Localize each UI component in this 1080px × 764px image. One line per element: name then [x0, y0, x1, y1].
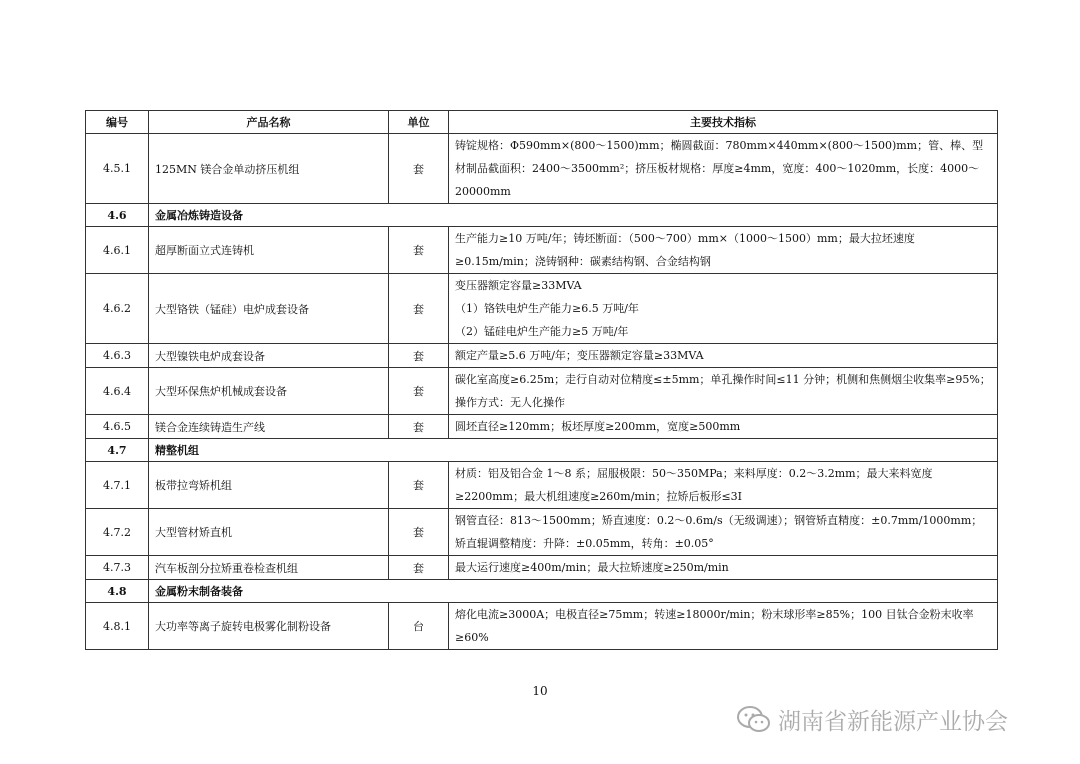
row-spec: 碳化室高度≥6.25m；走行自动对位精度≤±5mm；单孔操作时间≤11 分钟；机侧和焦侧烟尘收集率≥95%；操作方式：无人化操作: [449, 368, 998, 415]
section-row: [86, 204, 998, 227]
row-code: 4.8.1: [86, 603, 149, 650]
row-name: 125MN 镁合金单动挤压机组: [149, 134, 389, 204]
table-row: [86, 368, 998, 415]
row-spec: 最大运行速度≥400m/min；最大拉矫速度≥250m/min: [449, 556, 998, 580]
row-name: 板带拉弯矫机组: [149, 462, 389, 509]
table-row: [86, 462, 998, 509]
row-unit: 套: [389, 134, 449, 204]
row-spec: 额定产量≥5.6 万吨/年；变压器额定容量≥33MVA: [449, 344, 998, 368]
row-unit: 套: [389, 274, 449, 344]
header-spec: 主要技术指标: [449, 111, 998, 134]
table-row: [86, 227, 998, 274]
row-code: 4.6.1: [86, 227, 149, 274]
row-unit: 套: [389, 344, 449, 368]
row-spec: 材质：铝及铝合金 1～8 系；屈服极限：50～350MPa；来料厚度：0.2～3.2mm；最大来料宽度≥2200mm；最大机组速度≥260m/min；拉矫后板形≤3I: [449, 462, 998, 509]
spec-line: （1）铬铁电炉生产能力≥6.5 万吨/年: [455, 302, 639, 315]
row-unit: 台: [389, 603, 449, 650]
row-unit: 套: [389, 227, 449, 274]
table-header-row: [86, 111, 998, 134]
section-row: [86, 439, 998, 462]
row-spec: 圆坯直径≥120mm；板坯厚度≥200mm，宽度≥500mm: [449, 415, 998, 439]
row-unit: 套: [389, 509, 449, 556]
row-code: 4.6.4: [86, 368, 149, 415]
wechat-icon: [736, 705, 772, 735]
section-code: 4.7: [86, 439, 149, 462]
row-spec: 生产能力≥10 万吨/年；铸坯断面：（500～700）mm×（1000～1500）mm；最大拉坯速度≥0.15m/min；浇铸钢种：碳素结构钢、合金结构钢: [449, 227, 998, 274]
row-name: 汽车板剖分拉矫重卷检查机组: [149, 556, 389, 580]
table-row: [86, 603, 998, 650]
row-code: 4.6.5: [86, 415, 149, 439]
row-code: 4.7.2: [86, 509, 149, 556]
table-row: [86, 134, 998, 204]
spec-line: 变压器额定容量≥33MVA: [455, 279, 582, 292]
table-row: [86, 509, 998, 556]
row-name: 大功率等离子旋转电极雾化制粉设备: [149, 603, 389, 650]
row-code: 4.7.1: [86, 462, 149, 509]
section-title: 金属粉末制备装备: [149, 580, 998, 603]
header-unit: 单位: [389, 111, 449, 134]
row-spec: 钢管直径：813～1500mm；矫直速度：0.2～0.6m/s（无级调速）；钢管矫直精度：±0.7mm/1000mm；矫直辊调整精度：升降：±0.05mm，转角：±0.05°: [449, 509, 998, 556]
row-unit: 套: [389, 415, 449, 439]
row-name: 大型铬铁（锰硅）电炉成套设备: [149, 274, 389, 344]
header-name: 产品名称: [149, 111, 389, 134]
row-name: 超厚断面立式连铸机: [149, 227, 389, 274]
section-code: 4.6: [86, 204, 149, 227]
row-unit: 套: [389, 556, 449, 580]
row-spec: 熔化电流≥3000A；电极直径≥75mm；转速≥18000r/min；粉末球形率≥85%；100 目钛合金粉末收率≥60%: [449, 603, 998, 650]
row-spec: [449, 274, 998, 344]
spec-table: [85, 110, 998, 650]
row-name: 镁合金连续铸造生产线: [149, 415, 389, 439]
section-title: 金属冶炼铸造设备: [149, 204, 998, 227]
watermark: [736, 703, 1008, 736]
row-unit: 套: [389, 368, 449, 415]
table-row: [86, 344, 998, 368]
spec-line: （2）锰硅电炉生产能力≥5 万吨/年: [455, 325, 629, 338]
row-name: 大型管材矫直机: [149, 509, 389, 556]
header-code: 编号: [86, 111, 149, 134]
table-row: [86, 415, 998, 439]
row-unit: 套: [389, 462, 449, 509]
section-row: [86, 580, 998, 603]
row-name: 大型环保焦炉机械成套设备: [149, 368, 389, 415]
watermark-text: 湖南省新能源产业协会: [778, 709, 1008, 735]
section-title: 精整机组: [149, 439, 998, 462]
row-name: 大型镍铁电炉成套设备: [149, 344, 389, 368]
page-number: 10: [532, 684, 548, 698]
row-spec: 铸锭规格：Φ590mm×(800～1500)mm；椭圆截面：780mm×440mm×(800～1500)mm；管、棒、型材制品截面积：2400～3500mm²；挤压板材规格：厚度≥4mm，宽度：400～1020mm，长度：4000～20000mm: [449, 134, 998, 204]
section-code: 4.8: [86, 580, 149, 603]
table-row: [86, 556, 998, 580]
row-code: 4.6.2: [86, 274, 149, 344]
row-code: 4.6.3: [86, 344, 149, 368]
table-row: [86, 274, 998, 344]
row-code: 4.7.3: [86, 556, 149, 580]
row-code: 4.5.1: [86, 134, 149, 204]
